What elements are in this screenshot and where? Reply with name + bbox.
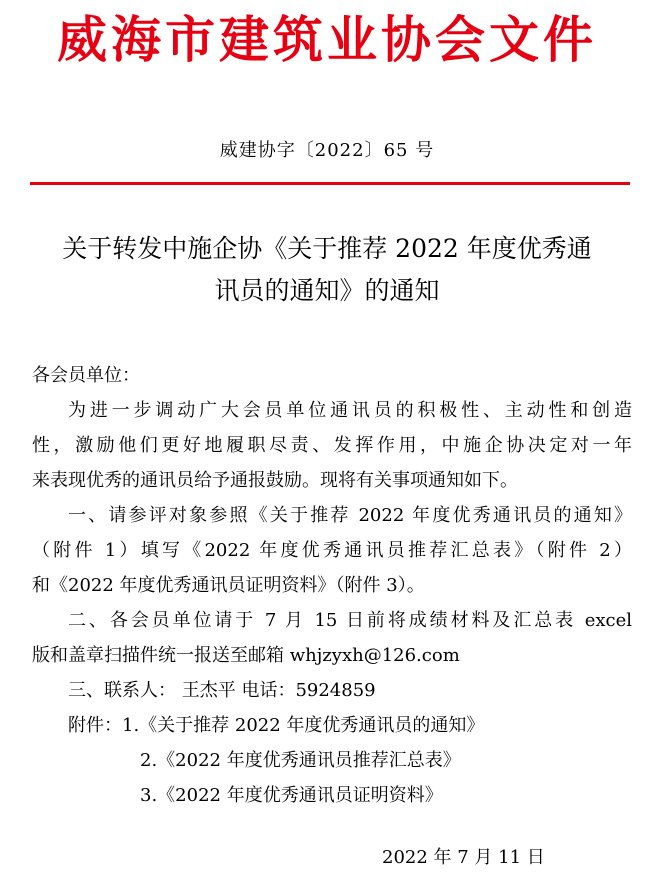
- paragraph-1-line-2: 性，激励他们更好地履职尽责、发挥作用，中施企协决定对一年: [32, 435, 632, 456]
- paragraph-1-line-3: 来表现优秀的通讯员给予通报鼓励。现将有关事项通知如下。: [32, 470, 518, 491]
- item-1-line-2: （附件 1）填写《2022 年度优秀通讯员推荐汇总表》（附件 2）: [32, 540, 632, 561]
- document-masthead: 威海市建筑业协会文件: [57, 11, 597, 69]
- title-line-2: 讯员的通知》的通知: [214, 276, 440, 305]
- document-number: 威建协字〔2022〕65 号: [219, 140, 435, 161]
- red-divider-line: [30, 182, 630, 185]
- salutation: 各会员单位：: [32, 365, 140, 386]
- attachment-2: 2.《2022 年度优秀通讯员推荐汇总表》: [140, 750, 461, 771]
- paragraph-1-line-1: 为进一步调动广大会员单位通讯员的积极性、主动性和创造: [68, 400, 632, 421]
- document-title: [0, 228, 654, 312]
- title-line-1: 关于转发中施企协《关于推荐 2022 年度优秀通: [62, 234, 592, 263]
- item-1-line-3: 和《2022 年度优秀通讯员证明资料》（附件 3）。: [32, 575, 425, 596]
- item-1-line-1: 一、请参评对象参照《关于推荐 2022 年度优秀通讯员的通知》: [68, 505, 632, 526]
- item-2-line-2: 版和盖章扫描件统一报送至邮箱 whjzyxh@126.com: [32, 645, 460, 666]
- item-3-contact: 三、联系人： 王杰平 电话：5924859: [68, 680, 376, 701]
- document-date: 2022 年 7 月 11 日: [382, 847, 545, 868]
- attachment-1: 附件：1.《关于推荐 2022 年度优秀通讯员的通知》: [68, 715, 485, 736]
- item-2-line-1: 二、各会员单位请于 7 月 15 日前将成绩材料及汇总表 excel: [68, 610, 632, 631]
- attachment-3: 3.《2022 年度优秀通讯员证明资料》: [140, 785, 443, 806]
- document-body: [32, 358, 632, 813]
